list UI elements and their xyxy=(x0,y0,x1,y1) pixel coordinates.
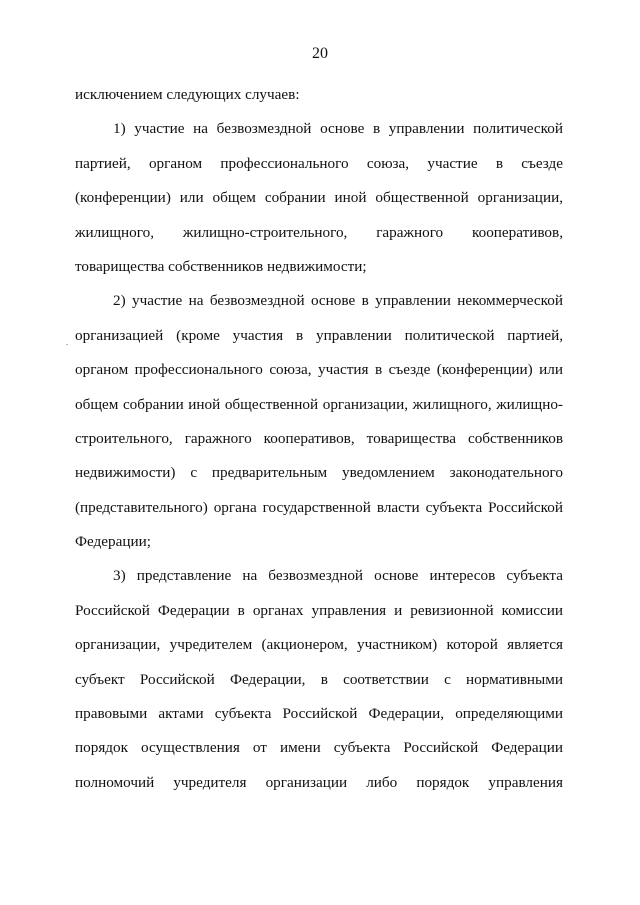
body-line: общем собрании иной общественной организации, жилищного, жилищно- xyxy=(75,395,563,413)
body-line: порядок осуществления от имени субъекта Российской Федерации xyxy=(75,739,563,757)
body-line: (конференции) или общем собрании иной общественной организации, xyxy=(75,189,563,207)
body-line: товарищества собственников недвижимости; xyxy=(75,257,367,275)
body-line: партией, органом профессионального союза, участие в съезде xyxy=(75,154,563,172)
body-line: 2) участие на безвозмездной основе в управлении некоммерческой xyxy=(113,292,563,310)
body-line: органом профессионального союза, участия в съезде (конференции) или xyxy=(75,361,563,379)
document-body xyxy=(75,78,563,800)
body-line: правовыми актами субъекта Российской Федерации, определяющими xyxy=(75,705,563,723)
body-line: строительного, гаражного кооперативов, товарищества собственников xyxy=(75,429,563,447)
body-line: 3) представление на безвозмездной основе интересов субъекта xyxy=(113,567,563,585)
scan-mark xyxy=(66,344,68,345)
body-line: жилищного, жилищно-строительного, гаражного кооперативов, xyxy=(75,223,563,241)
page-number: 20 xyxy=(312,45,328,62)
body-line: (представительного) органа государственной власти субъекта Российской xyxy=(75,498,563,516)
body-line: исключением следующих случаев: xyxy=(75,86,300,103)
body-line: организации, учредителем (акционером, участником) которой является xyxy=(75,636,563,654)
body-line: Российской Федерации в органах управления и ревизионной комиссии xyxy=(75,601,563,619)
body-line: 1) участие на безвозмездной основе в управлении политической xyxy=(113,120,563,138)
body-line: организацией (кроме участия в управлении политической партией, xyxy=(75,326,563,344)
body-line: Федерации; xyxy=(75,533,151,551)
body-line: полномочий учредителя организации либо порядок управления xyxy=(75,773,563,791)
body-line: недвижимости) с предварительным уведомлением законодательного xyxy=(75,464,563,482)
body-line: субъект Российской Федерации, в соответствии с нормативными xyxy=(75,670,563,688)
